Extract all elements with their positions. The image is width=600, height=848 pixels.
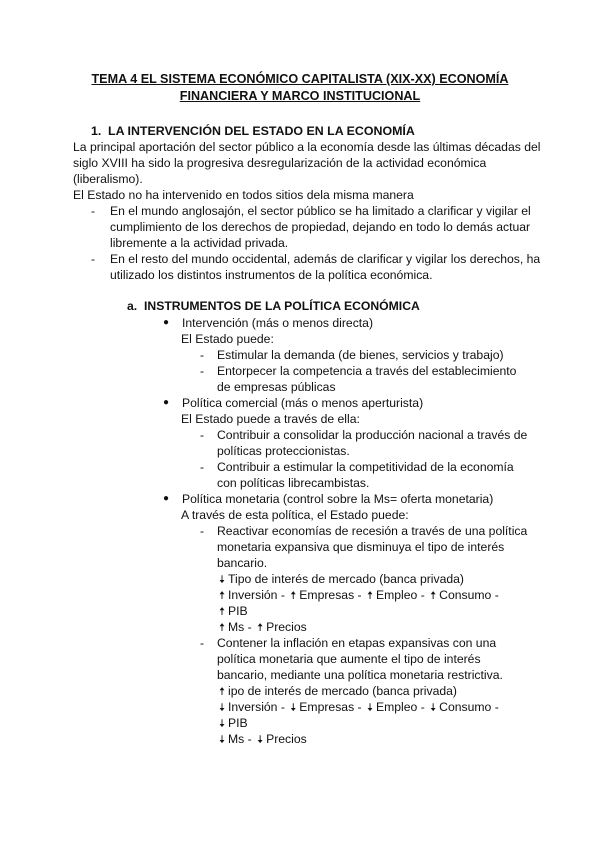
effect-text: Ms - xyxy=(228,732,252,746)
effect-line xyxy=(217,619,537,636)
effect-line xyxy=(217,683,537,700)
section-heading-text: LA INTERVENCIÓN DEL ESTADO EN LA ECONOMÍA xyxy=(108,124,415,138)
dash-marker: - xyxy=(91,252,96,266)
bullet-label: Política monetaria (control sobre la Ms= oferta monetaria) xyxy=(182,492,494,506)
effect-text: Empleo - xyxy=(376,588,425,602)
list-item xyxy=(200,363,530,395)
arrow-down-icon: 🠇 xyxy=(430,702,437,714)
dash-marker: - xyxy=(200,636,205,650)
bullet-subtext: A través de esta política, el Estado puede: xyxy=(181,508,409,522)
list-item-text: Estimular la demanda (de bienes, servicios y trabajo) xyxy=(217,348,504,362)
effect-text: Inversión - xyxy=(228,700,285,714)
bullet-icon: ● xyxy=(163,493,170,504)
effect-text: Precios xyxy=(266,732,307,746)
subsection-letter: a. xyxy=(127,299,138,313)
arrow-up-icon: 🠅 xyxy=(366,590,374,602)
arrow-down-icon: 🠇 xyxy=(218,702,226,714)
effect-text: ipo de interés de mercado (banca privada) xyxy=(228,684,457,698)
effect-line xyxy=(217,603,537,620)
effect-line xyxy=(217,731,537,748)
effect-text: Tipo de interés de mercado (banca privada) xyxy=(228,572,464,586)
dash-marker: - xyxy=(200,524,205,538)
bullet-label: Política comercial (más o menos aperturista) xyxy=(182,396,424,410)
arrow-up-icon: 🠅 xyxy=(257,622,264,634)
bullet-subtext: El Estado puede a través de ella: xyxy=(181,412,360,426)
subsection-heading xyxy=(127,298,420,314)
dash-marker: - xyxy=(200,348,205,362)
section-heading xyxy=(91,123,415,139)
arrow-down-icon: 🠇 xyxy=(218,718,226,730)
effect-line xyxy=(217,699,537,716)
bullet-icon: ● xyxy=(163,397,170,408)
effect-text: PIB xyxy=(228,604,248,618)
dash-marker: - xyxy=(200,460,205,474)
list-item xyxy=(200,347,530,363)
list-item xyxy=(200,635,530,683)
list-item-text: Reactivar economías de recesión a través de una política monetaria expansiva que disminuya el tipo de interés bancario. xyxy=(217,524,528,570)
bullet-icon: ● xyxy=(163,317,170,328)
list-item-text: Contribuir a estimular la competitividad de la economía con políticas librecambistas. xyxy=(217,460,514,490)
bullet-label: Intervención (más o menos directa) xyxy=(182,316,374,330)
list-item xyxy=(200,427,530,459)
intro-paragraph: La principal aportación del sector público a la economía desde las últimas décadas del siglo XVIII ha sido la progresiva desregularización de la actividad económica (liberalismo). xyxy=(73,140,541,186)
arrow-down-icon: 🠇 xyxy=(218,734,226,746)
bullet-subtext: El Estado puede: xyxy=(181,332,274,346)
list-item xyxy=(92,251,542,283)
list-item-text: Contener la inflación en etapas expansivas con una política monetaria que aumente el tipo de interés bancario, mediante una política monetaria restrictiva. xyxy=(217,636,503,682)
effect-text: Consumo - xyxy=(439,700,499,714)
list-item-text: En el resto del mundo occidental, además de clarificar y vigilar los derechos, ha utilizado los distintos instrumentos de la política económica. xyxy=(110,252,541,282)
effect-text: Consumo - xyxy=(439,588,499,602)
effect-text: PIB xyxy=(228,716,248,730)
effect-line xyxy=(217,571,537,588)
arrow-up-icon: 🠅 xyxy=(218,606,226,618)
effect-line xyxy=(217,715,537,732)
arrow-down-icon: 🠇 xyxy=(290,702,297,714)
bullet-item xyxy=(163,491,543,507)
lead-paragraph: El Estado no ha intervenido en todos sitios dela misma manera xyxy=(73,188,414,202)
list-item xyxy=(92,203,542,251)
arrow-down-icon: 🠇 xyxy=(257,734,264,746)
effect-text: Ms - xyxy=(228,620,252,634)
arrow-up-icon: 🠅 xyxy=(218,622,226,634)
dash-marker: - xyxy=(200,428,205,442)
list-item-text: Entorpecer la competencia a través del establecimiento de empresas públicas xyxy=(217,364,517,394)
section-number: 1. xyxy=(91,124,102,138)
arrow-down-icon: 🠇 xyxy=(366,702,374,714)
bullet-item xyxy=(163,395,543,411)
document-title: TEMA 4 EL SISTEMA ECONÓMICO CAPITALISTA (XIX-XX) ECONOMÍA FINANCIERA Y MARCO INSTITUCIONAL xyxy=(91,72,509,103)
arrow-up-icon: 🠅 xyxy=(218,686,226,698)
list-item-text: Contribuir a consolidar la producción nacional a través de políticas proteccionistas. xyxy=(217,428,528,458)
list-item xyxy=(200,459,530,491)
effect-text: Empresas - xyxy=(299,700,362,714)
arrow-up-icon: 🠅 xyxy=(218,590,226,602)
dash-marker: - xyxy=(200,364,205,378)
arrow-down-icon: 🠇 xyxy=(218,574,226,586)
dash-marker: - xyxy=(91,204,96,218)
list-item-text: En el mundo anglosajón, el sector público se ha limitado a clarificar y vigilar el cumplimiento de los derechos de propiedad, dejando en todo lo demás actuar libremente a la actividad privada. xyxy=(110,204,531,250)
bullet-item xyxy=(163,315,543,331)
list-item xyxy=(200,523,530,571)
arrow-up-icon: 🠅 xyxy=(290,590,297,602)
effect-text: Empresas - xyxy=(299,588,362,602)
arrow-up-icon: 🠅 xyxy=(430,590,437,602)
effect-line xyxy=(217,587,537,604)
effect-text: Inversión - xyxy=(228,588,285,602)
subsection-heading-text: INSTRUMENTOS DE LA POLÍTICA ECONÓMICA xyxy=(144,299,420,313)
effect-text: Precios xyxy=(266,620,307,634)
effect-text: Empleo - xyxy=(376,700,425,714)
